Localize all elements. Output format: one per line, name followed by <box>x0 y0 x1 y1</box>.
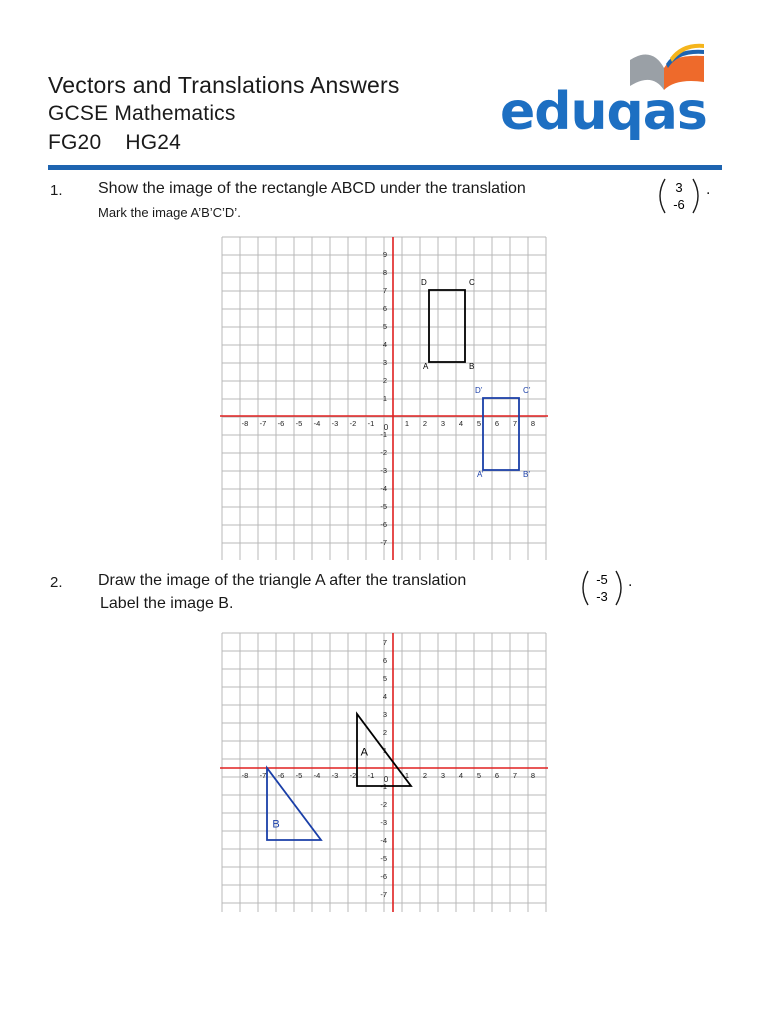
x-tick-label: 5 <box>476 419 482 428</box>
subject-title: GCSE Mathematics <box>48 102 236 125</box>
q1-text: Show the image of the rectangle ABCD under the translation <box>98 180 526 197</box>
spec-code-hg: HG24 <box>125 131 182 154</box>
q1-vector-bottom: -6 <box>673 197 685 212</box>
x-tick-label: 4 <box>458 419 464 428</box>
y-tick-label: 4 <box>382 692 387 701</box>
y-tick-label: 8 <box>382 268 387 277</box>
x-tick-label: 5 <box>476 771 482 780</box>
vertex-label: B <box>469 362 475 371</box>
image-vertex-label: B’ <box>523 470 531 479</box>
image-vertex-label: D’ <box>475 386 483 395</box>
x-tick-label: -5 <box>295 771 303 780</box>
x-tick-label: -2 <box>349 419 357 428</box>
x-tick-label: -3 <box>331 771 339 780</box>
y-tick-label: 2 <box>382 728 387 737</box>
q2-vector-bottom: -3 <box>596 589 608 604</box>
origin-label: 0 <box>383 775 389 784</box>
q2-number: 2. <box>50 574 63 591</box>
y-tick-label: -1 <box>380 782 387 791</box>
x-tick-label: -1 <box>367 771 375 780</box>
q1-vector-top: 3 <box>675 180 683 195</box>
x-tick-label: -8 <box>241 771 249 780</box>
eduqas-logo: eduqas <box>500 82 707 142</box>
triangle-b-label: B <box>272 818 280 831</box>
x-tick-label: -6 <box>277 419 285 428</box>
y-tick-label: -4 <box>380 484 387 493</box>
triangle-a-label: A <box>360 746 368 759</box>
vertex-label: C <box>469 278 475 287</box>
spec-code-fg: FG20 <box>48 131 102 154</box>
x-tick-label: -6 <box>277 771 285 780</box>
x-tick-label: 2 <box>422 771 428 780</box>
x-tick-label: -3 <box>331 419 339 428</box>
y-tick-label: -3 <box>380 466 387 475</box>
x-tick-label: 1 <box>404 419 410 428</box>
q1-subtext: Mark the image A’B’C’D’. <box>98 205 241 220</box>
x-tick-label: -1 <box>367 419 375 428</box>
x-tick-label: -7 <box>259 771 267 780</box>
page-title: Vectors and Translations Answers <box>48 72 400 98</box>
y-tick-label: -4 <box>380 836 387 845</box>
y-tick-label: -2 <box>380 448 387 457</box>
x-tick-label: 4 <box>458 771 464 780</box>
x-tick-label: 3 <box>440 419 446 428</box>
y-tick-label: -5 <box>380 502 387 511</box>
q2-subtext: Label the image B. <box>100 595 234 612</box>
x-tick-label: 8 <box>530 771 536 780</box>
x-tick-label: -5 <box>295 419 303 428</box>
x-tick-label: -7 <box>259 419 267 428</box>
y-tick-label: 9 <box>382 250 387 259</box>
y-tick-label: 5 <box>382 674 387 683</box>
x-tick-label: 7 <box>512 771 518 780</box>
x-tick-label: 7 <box>512 419 518 428</box>
y-tick-label: 2 <box>382 376 387 385</box>
x-tick-label: 8 <box>530 419 536 428</box>
x-tick-label: -2 <box>349 771 357 780</box>
y-tick-label: 7 <box>382 638 387 647</box>
x-tick-label: 3 <box>440 771 446 780</box>
y-tick-label: 7 <box>382 286 387 295</box>
origin-label: 0 <box>383 423 389 432</box>
y-tick-label: 6 <box>382 304 387 313</box>
x-tick-label: 2 <box>422 419 428 428</box>
image-vertex-label: C’ <box>523 386 531 395</box>
q2-text: Draw the image of the triangle A after the translation <box>98 572 467 589</box>
x-tick-label: -4 <box>313 419 321 428</box>
q1-number: 1. <box>50 182 63 199</box>
y-tick-label: 3 <box>382 358 387 367</box>
y-tick-label: 6 <box>382 656 387 665</box>
y-tick-label: 5 <box>382 322 387 331</box>
y-tick-label: 3 <box>382 710 387 719</box>
y-tick-label: -1 <box>380 430 387 439</box>
image-vertex-label: A’ <box>477 470 484 479</box>
y-tick-label: -2 <box>380 800 387 809</box>
y-tick-label: 1 <box>382 394 387 403</box>
y-tick-label: -5 <box>380 854 387 863</box>
x-tick-label: 6 <box>494 771 500 780</box>
q2-vector-top: -5 <box>596 572 608 587</box>
vertex-label: D <box>421 278 427 287</box>
y-tick-label: -6 <box>380 520 387 529</box>
y-tick-label: -7 <box>380 890 387 899</box>
q2-period: . <box>628 573 633 590</box>
q1-period: . <box>706 181 711 198</box>
x-tick-label: -8 <box>241 419 249 428</box>
y-tick-label: -7 <box>380 538 387 547</box>
x-tick-label: -4 <box>313 771 321 780</box>
x-tick-label: 1 <box>404 771 410 780</box>
y-tick-label: 4 <box>382 340 387 349</box>
y-tick-label: 1 <box>382 746 387 755</box>
vertex-label: A <box>423 362 429 371</box>
y-tick-label: -3 <box>380 818 387 827</box>
x-tick-label: 6 <box>494 419 500 428</box>
y-tick-label: -6 <box>380 872 387 881</box>
